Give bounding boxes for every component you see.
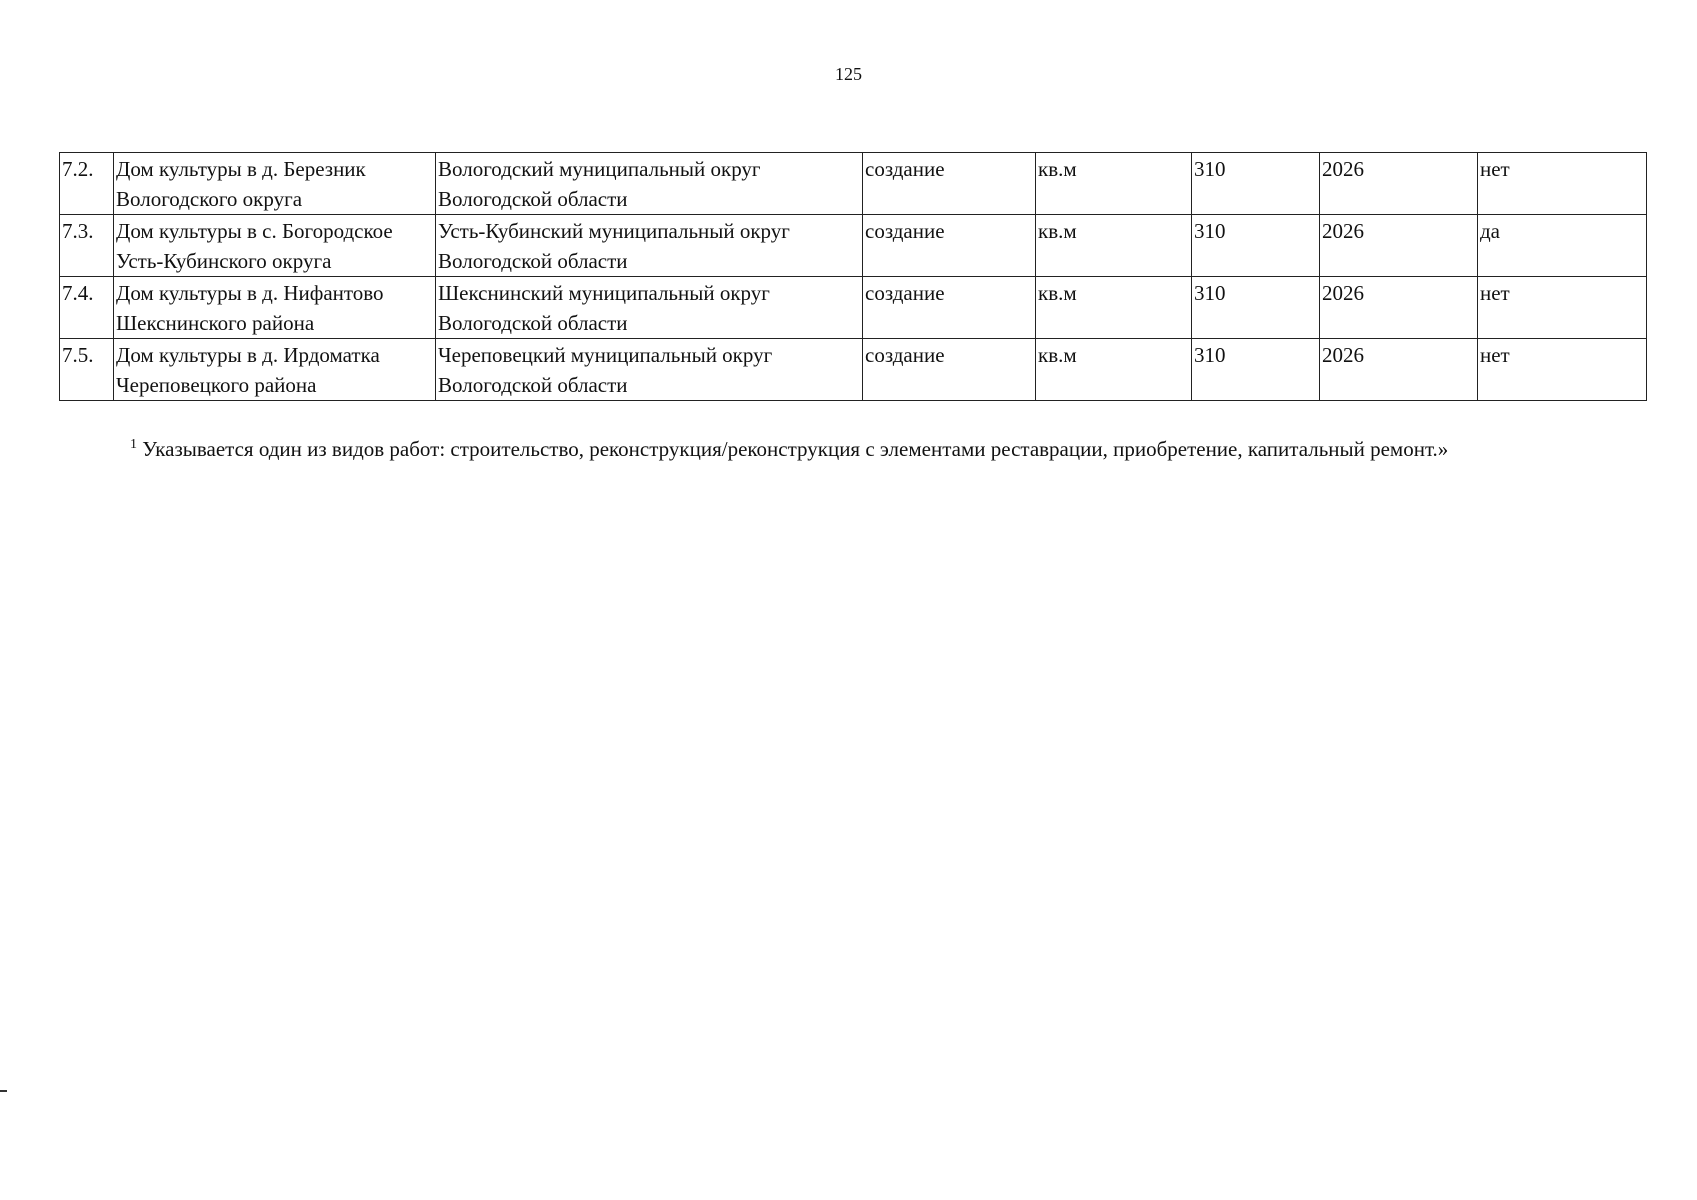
- objects-table: [59, 152, 1647, 401]
- cell-object-name: Дом культуры в с. Богородское Усть-Кубинского округа: [114, 215, 436, 277]
- cell-flag: да: [1478, 215, 1647, 277]
- cell-object-name: Дом культуры в д. Березник Вологодского округа: [114, 153, 436, 215]
- cell-capacity: 310: [1192, 215, 1320, 277]
- cell-unit: кв.м: [1036, 339, 1192, 401]
- cell-year: 2026: [1320, 153, 1478, 215]
- cell-number: 7.4.: [60, 277, 114, 339]
- cell-work-type: создание: [863, 339, 1036, 401]
- cell-flag: нет: [1478, 277, 1647, 339]
- cell-capacity: 310: [1192, 277, 1320, 339]
- cell-year: 2026: [1320, 277, 1478, 339]
- page-number: 125: [835, 64, 862, 84]
- cell-object-name: Дом культуры в д. Ирдоматка Череповецкого района: [114, 339, 436, 401]
- cell-year: 2026: [1320, 339, 1478, 401]
- table-row: [60, 215, 1647, 277]
- cell-capacity: 310: [1192, 339, 1320, 401]
- table-row: [60, 339, 1647, 401]
- cell-unit: кв.м: [1036, 215, 1192, 277]
- footnote: [66, 430, 1606, 468]
- cell-work-type: создание: [863, 277, 1036, 339]
- scan-edge-mark: [0, 1090, 7, 1092]
- cell-capacity: 310: [1192, 153, 1320, 215]
- cell-year: 2026: [1320, 215, 1478, 277]
- cell-work-type: создание: [863, 153, 1036, 215]
- table-body: [60, 153, 1647, 401]
- cell-flag: нет: [1478, 339, 1647, 401]
- cell-unit: кв.м: [1036, 277, 1192, 339]
- table-row: [60, 153, 1647, 215]
- cell-number: 7.5.: [60, 339, 114, 401]
- cell-object-name: Дом культуры в д. Нифантово Шекснинского района: [114, 277, 436, 339]
- cell-work-type: создание: [863, 215, 1036, 277]
- cell-unit: кв.м: [1036, 153, 1192, 215]
- cell-location: Шекснинский муниципальный округ Вологодской области: [436, 277, 863, 339]
- cell-location: Усть-Кубинский муниципальный округ Вологодской области: [436, 215, 863, 277]
- cell-flag: нет: [1478, 153, 1647, 215]
- objects-table-wrapper: [59, 152, 1646, 401]
- cell-location: Череповецкий муниципальный округ Вологодской области: [436, 339, 863, 401]
- cell-location: Вологодский муниципальный округ Вологодской области: [436, 153, 863, 215]
- table-row: [60, 277, 1647, 339]
- cell-number: 7.2.: [60, 153, 114, 215]
- cell-number: 7.3.: [60, 215, 114, 277]
- footnote-marker: 1: [130, 437, 137, 452]
- footnote-text: Указывается один из видов работ: строительство, реконструкция/реконструкция с элементами реставрации, приобретение, капитальный ремонт.»: [142, 437, 1449, 461]
